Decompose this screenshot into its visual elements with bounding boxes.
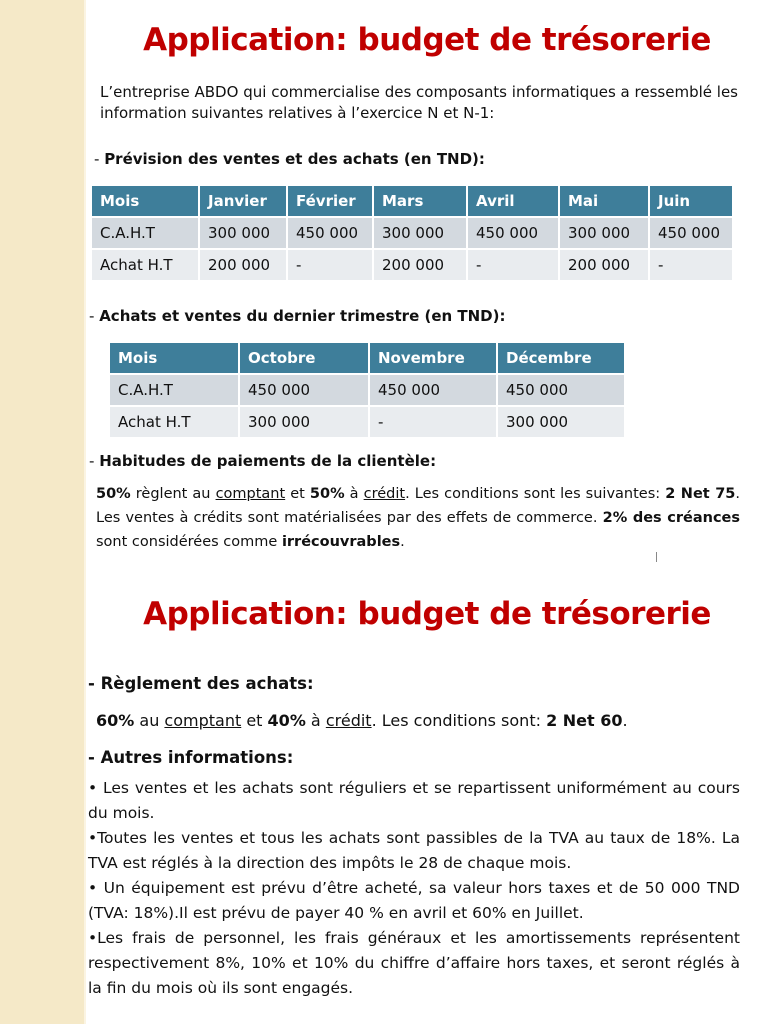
achats-text: comptant (164, 711, 242, 730)
table-cell: 300 000 (239, 406, 369, 437)
payment-text: sont considérées comme (96, 534, 282, 550)
section-dash: - (89, 307, 100, 325)
section-heading-trimestre (89, 307, 505, 325)
table-cell: 450 000 (497, 374, 624, 406)
section-dash: - (89, 452, 100, 470)
achats-text: à (305, 711, 326, 730)
table-header-cell: Mai (559, 186, 649, 217)
reglement-achats-paragraph (96, 710, 746, 731)
section-heading-previsions (94, 150, 485, 168)
table-cell: 450 000 (649, 217, 732, 249)
table-cell: 300 000 (497, 406, 624, 437)
table-cell: 450 000 (239, 374, 369, 406)
achats-text: crédit (325, 711, 372, 730)
payment-text: . Les ventes à crédits sont matérialisées par des effets de commerce. (96, 486, 740, 526)
achats-text: 40% (267, 711, 306, 730)
list-item: • Un équipement est prévu d’être acheté, sa valeur hors taxes et de 50 000 TND (TVA: 18%).Il est prévu de payer 40 % en avril et 60% en Juillet. (88, 879, 740, 922)
table-cell: 200 000 (559, 249, 649, 280)
slide-divider-mark (656, 552, 657, 562)
slide-1 (86, 0, 768, 562)
table-cell: 450 000 (369, 374, 497, 406)
table-cell: 200 000 (373, 249, 467, 280)
table-header-cell: Juin (649, 186, 732, 217)
table-row (92, 249, 732, 280)
table-cell: Achat H.T (110, 406, 239, 437)
table-cell: C.A.H.T (92, 217, 199, 249)
section-heading-text: Achats et ventes du dernier trimestre (en TND): (99, 307, 506, 325)
list-item: • Les ventes et les achats sont réguliers et se repartissent uniformément au cours du mois. (88, 779, 740, 822)
section-heading-text: Prévision des ventes et des achats (en TND): (104, 150, 485, 168)
table-previsions (92, 186, 732, 280)
achats-text: et (241, 711, 268, 730)
table-cell: 300 000 (559, 217, 649, 249)
table-header-cell: Mois (92, 186, 199, 217)
table-header-row (110, 343, 624, 374)
section-heading-clientele (89, 452, 436, 470)
table-header-cell: Mars (373, 186, 467, 217)
table-row (110, 406, 624, 437)
section-heading-reglement: - Règlement des achats: (88, 674, 314, 693)
table-cell: - (467, 249, 559, 280)
table-cell: 300 000 (199, 217, 287, 249)
table-header-cell: Avril (467, 186, 559, 217)
payment-habits-paragraph (96, 482, 740, 554)
table-cell: C.A.H.T (110, 374, 239, 406)
payment-text: 50% (96, 486, 131, 502)
payment-text: crédit (363, 486, 406, 502)
payment-text: à (344, 486, 364, 502)
table-header-cell: Mois (110, 343, 239, 374)
achats-text: . Les conditions sont: (371, 711, 547, 730)
section-dash: - (94, 150, 105, 168)
intro-paragraph: L’entreprise ABDO qui commercialise des composants informatiques a ressemblé les information suivantes relatives à l’exercice N et N-1: (100, 83, 738, 122)
payment-text: comptant (215, 486, 286, 502)
decorative-side-stripe (0, 0, 84, 1024)
payment-text: . Les conditions sont les suivantes: (405, 486, 666, 502)
table-row (110, 374, 624, 406)
autres-informations-list (88, 776, 740, 1001)
table-cell: Achat H.T (92, 249, 199, 280)
achats-text: . (622, 711, 628, 730)
achats-text: au (134, 711, 165, 730)
table-cell: - (649, 249, 732, 280)
list-item: •Toutes les ventes et tous les achats sont passibles de la TVA au taux de 18%. La TVA est réglés à la direction des impôts le 28 de chaque mois. (88, 829, 740, 872)
table-row (92, 217, 732, 249)
payment-text: règlent au (130, 486, 216, 502)
table-cell: 450 000 (287, 217, 373, 249)
table-cell: 200 000 (199, 249, 287, 280)
section-heading-text: Habitudes de paiements de la clientèle: (99, 452, 437, 470)
achats-text: 60% (96, 711, 135, 730)
achats-text: 2 Net 60 (546, 711, 623, 730)
table-header-cell: Octobre (239, 343, 369, 374)
table-header-cell: Janvier (199, 186, 287, 217)
payment-text: irrécouvrables (281, 534, 401, 550)
list-item: •Les frais de personnel, les frais généraux et les amortissements représentent respectivement 8%, 10% et 10% du chiffre d’affaire hors taxes, et seront réglés à la fin du mois où ils sont engagés. (88, 929, 740, 997)
table-cell: 300 000 (373, 217, 467, 249)
table-header-cell: Novembre (369, 343, 497, 374)
slide-1-title: Application: budget de trésorerie (143, 22, 711, 58)
table-cell: - (287, 249, 373, 280)
payment-text: 2 Net 75 (665, 486, 736, 502)
slide-2 (86, 562, 768, 1024)
payment-text: . (400, 534, 405, 550)
payment-text: 2% des créances (602, 510, 740, 526)
table-header-row (92, 186, 732, 217)
table-trimestre (110, 343, 624, 437)
slide-2-title: Application: budget de trésorerie (143, 596, 711, 632)
table-header-cell: Décembre (497, 343, 624, 374)
payment-text: 50% (309, 486, 345, 502)
table-cell: - (369, 406, 497, 437)
payment-text: et (285, 486, 310, 502)
table-cell: 450 000 (467, 217, 559, 249)
table-header-cell: Février (287, 186, 373, 217)
section-heading-autres: - Autres informations: (88, 748, 294, 767)
